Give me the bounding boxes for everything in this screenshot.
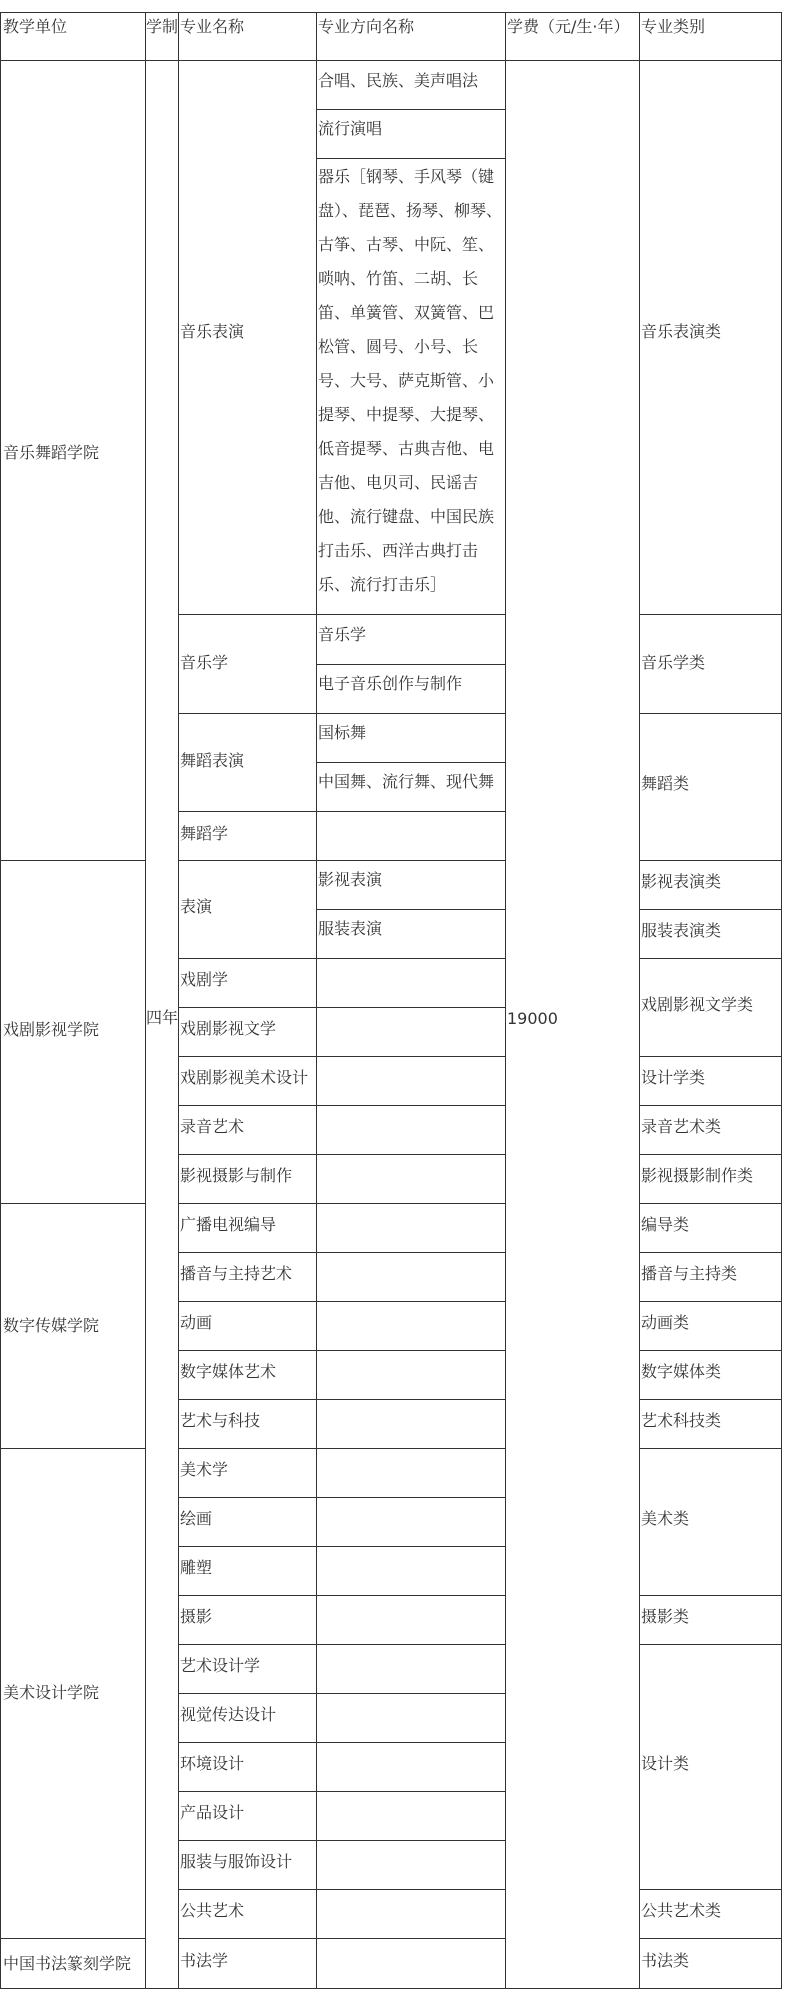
row-divider bbox=[178, 1791, 317, 1792]
row-divider bbox=[178, 1350, 317, 1351]
row-divider bbox=[178, 1448, 317, 1449]
category-cell: 舞蹈类 bbox=[641, 774, 690, 793]
row-divider bbox=[316, 1399, 505, 1400]
major-cell: 表演 bbox=[180, 897, 213, 916]
row-divider bbox=[178, 1546, 317, 1547]
direction-cell: 流行演唱 bbox=[318, 119, 383, 138]
direction-cell: 影视表演 bbox=[318, 870, 383, 889]
major-cell: 艺术与科技 bbox=[180, 1411, 261, 1430]
row-divider bbox=[639, 1350, 782, 1351]
major-cell: 影视摄影与制作 bbox=[180, 1166, 293, 1185]
row-divider bbox=[178, 860, 317, 861]
major-cell: 书法学 bbox=[180, 1951, 229, 1970]
row-divider bbox=[316, 1840, 505, 1841]
column-divider bbox=[0, 12, 1, 1989]
row-divider bbox=[178, 1203, 317, 1204]
fee-value: 19000 bbox=[507, 1009, 558, 1028]
row-divider bbox=[316, 860, 505, 861]
row-divider bbox=[316, 1595, 505, 1596]
row-divider bbox=[178, 1154, 317, 1155]
category-cell: 数字媒体类 bbox=[641, 1362, 722, 1381]
header-category: 专业类别 bbox=[641, 17, 706, 36]
row-divider bbox=[178, 1938, 317, 1939]
row-divider bbox=[316, 664, 505, 665]
category-cell: 戏剧影视文学类 bbox=[641, 995, 754, 1014]
row-divider bbox=[178, 1497, 317, 1498]
row-divider bbox=[178, 958, 317, 959]
category-cell: 艺术科技类 bbox=[641, 1411, 722, 1430]
row-divider bbox=[0, 1938, 145, 1939]
row-divider bbox=[178, 1889, 317, 1890]
row-divider bbox=[639, 1448, 782, 1449]
header-major: 专业名称 bbox=[180, 17, 245, 36]
header-divider bbox=[0, 60, 782, 61]
row-divider bbox=[178, 614, 317, 615]
unit-cell: 美术设计学院 bbox=[3, 1683, 100, 1702]
direction-cell: 国标舞 bbox=[318, 723, 367, 742]
major-cell: 绘画 bbox=[180, 1509, 213, 1528]
row-divider bbox=[178, 1742, 317, 1743]
row-divider bbox=[0, 860, 145, 861]
table-border-bottom bbox=[0, 1988, 782, 1989]
row-divider bbox=[316, 1056, 505, 1057]
direction-cell: 音乐学 bbox=[318, 625, 367, 644]
row-divider bbox=[639, 1938, 782, 1939]
row-divider bbox=[178, 811, 317, 812]
column-divider bbox=[178, 12, 179, 1989]
major-cell: 音乐表演 bbox=[180, 322, 245, 341]
row-divider bbox=[316, 1791, 505, 1792]
years-value: 四年 bbox=[146, 1008, 179, 1027]
row-divider bbox=[316, 1742, 505, 1743]
major-cell: 戏剧学 bbox=[180, 970, 229, 989]
major-cell: 艺术设计学 bbox=[180, 1656, 261, 1675]
row-divider bbox=[639, 1644, 782, 1645]
header-direction: 专业方向名称 bbox=[318, 17, 415, 36]
major-cell: 雕塑 bbox=[180, 1558, 213, 1577]
major-cell: 戏剧影视美术设计 bbox=[180, 1068, 309, 1087]
row-divider bbox=[639, 614, 782, 615]
row-divider bbox=[639, 713, 782, 714]
row-divider bbox=[178, 1595, 317, 1596]
column-divider bbox=[639, 12, 640, 1989]
row-divider bbox=[316, 909, 505, 910]
row-divider bbox=[178, 1693, 317, 1694]
row-divider bbox=[178, 1105, 317, 1106]
major-cell: 服装与服饰设计 bbox=[180, 1852, 293, 1871]
category-cell: 摄影类 bbox=[641, 1607, 690, 1626]
row-divider bbox=[639, 1154, 782, 1155]
major-cell: 播音与主持艺术 bbox=[180, 1264, 293, 1283]
row-divider bbox=[178, 1644, 317, 1645]
header-fee: 学费（元/生·年） bbox=[507, 17, 630, 36]
header-years: 学制 bbox=[146, 17, 179, 36]
row-divider bbox=[316, 158, 505, 159]
row-divider bbox=[639, 1105, 782, 1106]
column-divider bbox=[145, 12, 146, 1989]
row-divider bbox=[639, 909, 782, 910]
row-divider bbox=[639, 860, 782, 861]
row-divider bbox=[639, 1301, 782, 1302]
row-divider bbox=[639, 1889, 782, 1890]
row-divider bbox=[639, 1399, 782, 1400]
direction-cell: 合唱、民族、美声唱法 bbox=[318, 71, 479, 90]
row-divider bbox=[316, 1154, 505, 1155]
major-cell: 音乐学 bbox=[180, 653, 229, 672]
category-cell: 美术类 bbox=[641, 1509, 690, 1528]
row-divider bbox=[316, 762, 505, 763]
row-divider bbox=[639, 1056, 782, 1057]
unit-cell: 戏剧影视学院 bbox=[3, 1020, 100, 1039]
major-cell: 动画 bbox=[180, 1313, 213, 1332]
category-cell: 录音艺术类 bbox=[641, 1117, 722, 1136]
row-divider bbox=[178, 1301, 317, 1302]
major-cell: 公共艺术 bbox=[180, 1901, 245, 1920]
direction-cell: 电子音乐创作与制作 bbox=[318, 674, 463, 693]
row-divider bbox=[316, 1889, 505, 1890]
major-cell: 数字媒体艺术 bbox=[180, 1362, 277, 1381]
major-cell: 舞蹈学 bbox=[180, 824, 229, 843]
row-divider bbox=[316, 1546, 505, 1547]
column-divider bbox=[316, 12, 317, 1989]
row-divider bbox=[316, 109, 505, 110]
row-divider bbox=[316, 1497, 505, 1498]
major-cell: 环境设计 bbox=[180, 1754, 245, 1773]
row-divider bbox=[316, 1007, 505, 1008]
direction-cell: 器乐［钢琴、手风琴（键盘）、琵琶、扬琴、柳琴、古筝、古琴、中阮、笙、唢呐、竹笛、二胡、长笛、单簧管、双簧管、巴松管、圆号、小号、长号、大号、萨克斯管、小提琴、中提琴、大提琴、低音提琴、古典吉他、电吉他、电贝司、民谣吉他、流行键盘、中国民族打击乐、西洋古典打击乐、流行打击乐］ bbox=[318, 167, 503, 594]
category-cell: 设计学类 bbox=[641, 1068, 706, 1087]
category-cell: 服装表演类 bbox=[641, 921, 722, 940]
row-divider bbox=[316, 1693, 505, 1694]
category-cell: 编导类 bbox=[641, 1215, 690, 1234]
unit-cell: 音乐舞蹈学院 bbox=[3, 443, 100, 462]
major-cell: 摄影 bbox=[180, 1607, 213, 1626]
category-cell: 动画类 bbox=[641, 1313, 690, 1332]
major-cell: 舞蹈表演 bbox=[180, 751, 245, 770]
row-divider bbox=[639, 1595, 782, 1596]
category-cell: 影视摄影制作类 bbox=[641, 1166, 754, 1185]
row-divider bbox=[639, 958, 782, 959]
category-cell: 公共艺术类 bbox=[641, 1901, 722, 1920]
row-divider bbox=[0, 1203, 145, 1204]
row-divider bbox=[639, 1252, 782, 1253]
row-divider bbox=[316, 1203, 505, 1204]
row-divider bbox=[316, 1301, 505, 1302]
row-divider bbox=[316, 958, 505, 959]
row-divider bbox=[316, 1644, 505, 1645]
row-divider bbox=[178, 1007, 317, 1008]
major-cell: 戏剧影视文学 bbox=[180, 1019, 277, 1038]
row-divider bbox=[316, 1448, 505, 1449]
row-divider bbox=[316, 1105, 505, 1106]
row-divider bbox=[316, 1938, 505, 1939]
direction-cell: 服装表演 bbox=[318, 919, 383, 938]
major-cell: 美术学 bbox=[180, 1460, 229, 1479]
row-divider bbox=[178, 1399, 317, 1400]
header-unit: 教学单位 bbox=[3, 17, 68, 36]
row-divider bbox=[178, 1840, 317, 1841]
major-cell: 广播电视编导 bbox=[180, 1215, 277, 1234]
major-cell: 产品设计 bbox=[180, 1803, 245, 1822]
row-divider bbox=[178, 1252, 317, 1253]
column-divider bbox=[781, 12, 782, 1989]
direction-cell: 中国舞、流行舞、现代舞 bbox=[318, 772, 495, 791]
row-divider bbox=[178, 1056, 317, 1057]
row-divider bbox=[316, 811, 505, 812]
category-cell: 播音与主持类 bbox=[641, 1264, 738, 1283]
unit-cell: 数字传媒学院 bbox=[3, 1316, 100, 1335]
category-cell: 音乐表演类 bbox=[641, 322, 722, 341]
category-cell: 设计类 bbox=[641, 1754, 690, 1773]
major-cell: 录音艺术 bbox=[180, 1117, 245, 1136]
row-divider bbox=[178, 713, 317, 714]
major-cell: 视觉传达设计 bbox=[180, 1705, 277, 1724]
row-divider bbox=[316, 614, 505, 615]
category-cell: 书法类 bbox=[641, 1951, 690, 1970]
row-divider bbox=[316, 1350, 505, 1351]
category-cell: 影视表演类 bbox=[641, 872, 722, 891]
row-divider bbox=[316, 1252, 505, 1253]
unit-cell: 中国书法篆刻学院 bbox=[3, 1954, 132, 1973]
row-divider bbox=[316, 713, 505, 714]
row-divider bbox=[639, 1203, 782, 1204]
category-cell: 音乐学类 bbox=[641, 653, 706, 672]
row-divider bbox=[0, 1448, 145, 1449]
table-border-top bbox=[0, 12, 782, 13]
